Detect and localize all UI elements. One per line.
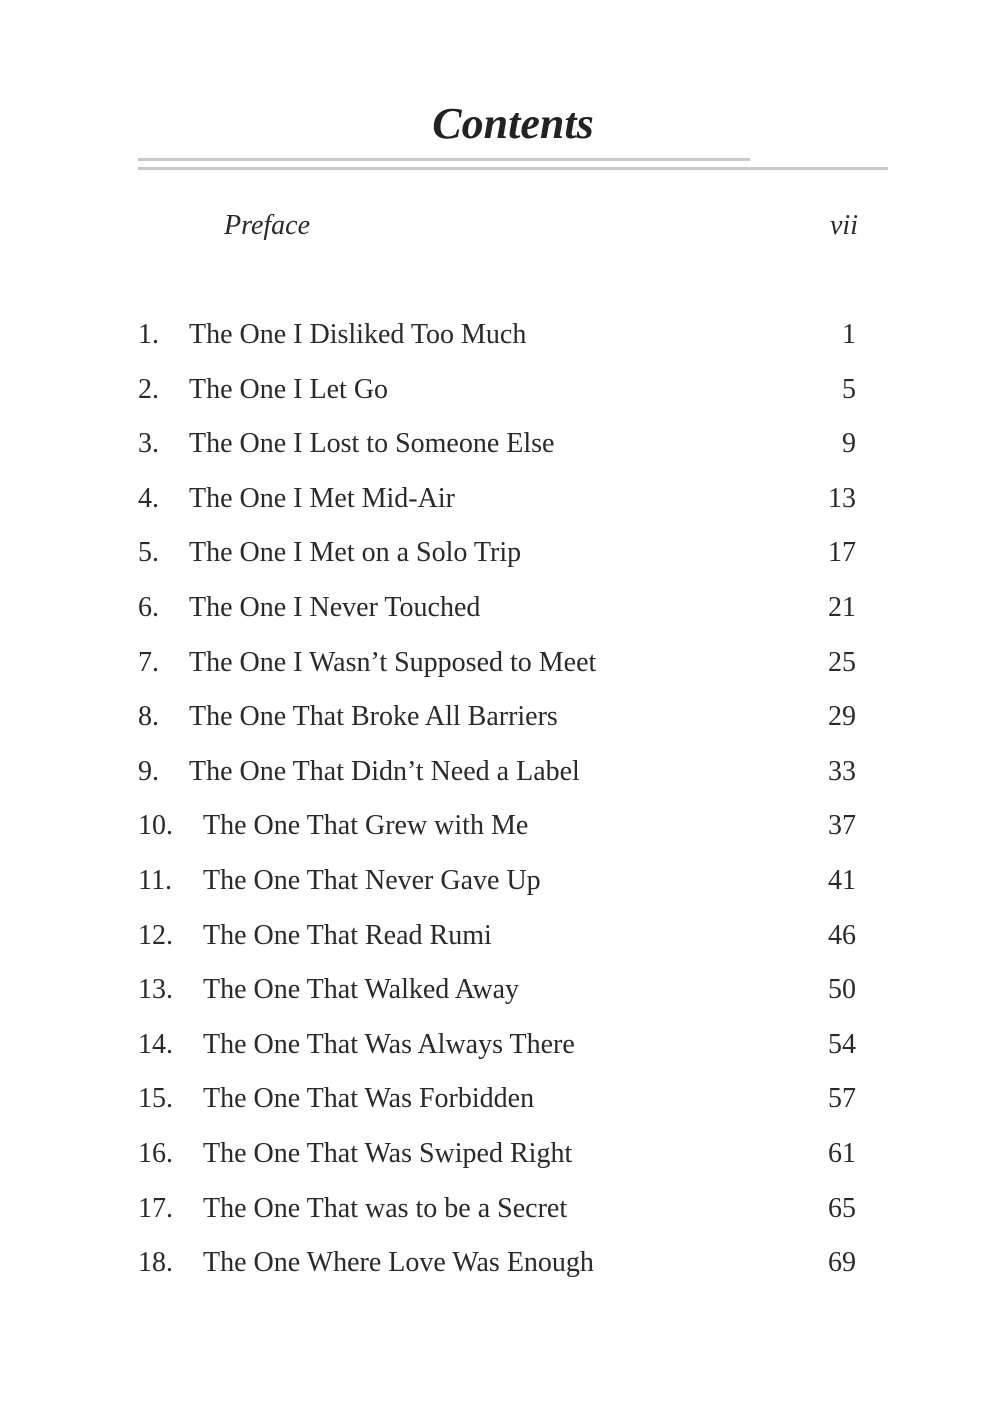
entry-page-number: 25 [828,646,856,678]
toc-entry[interactable] [0,477,994,532]
toc-entry[interactable] [0,586,994,641]
title-divider-upper [138,158,750,161]
entry-number: 16. [138,1137,173,1169]
entry-page-number: 33 [828,755,856,787]
toc-entry[interactable] [0,1023,994,1078]
entry-page-number: 13 [828,482,856,514]
preface-label: Preface [224,210,311,241]
entry-page-number: 69 [828,1247,856,1279]
toc-entry[interactable] [0,368,994,423]
entry-title: The One That Was Forbidden [203,1083,535,1115]
entry-page-number: 61 [828,1137,856,1169]
entry-title: The One That Was Swiped Right [203,1137,573,1169]
entry-title: The One I Disliked Too Much [189,319,527,350]
entry-title: The One That Didn’t Need a Label [189,755,580,787]
entry-title: The One I Met on a Solo Trip [189,537,522,569]
table-of-contents [0,313,994,1296]
entry-number: 1. [138,319,159,350]
toc-entry[interactable] [0,313,994,368]
toc-entry[interactable] [0,1187,994,1242]
entry-page-number: 41 [828,864,856,896]
toc-entry[interactable] [0,968,994,1023]
toc-entry[interactable] [0,750,994,805]
entry-page-number: 29 [828,701,856,733]
toc-entry[interactable] [0,1241,994,1296]
toc-entry[interactable] [0,914,994,969]
entry-title: The One That Never Gave Up [203,864,541,896]
entry-page-number: 50 [828,974,856,1006]
entry-page-number: 5 [842,373,856,405]
entry-page-number: 1 [842,319,856,350]
entry-page-number: 21 [828,591,856,623]
toc-entry[interactable] [0,422,994,477]
entry-title: The One I Met Mid-Air [189,482,455,514]
entry-page-number: 65 [828,1192,856,1224]
entry-number: 17. [138,1192,173,1224]
entry-page-number: 57 [828,1083,856,1115]
entry-number: 7. [138,646,159,678]
entry-page-number: 9 [842,428,856,460]
toc-entry[interactable] [0,695,994,750]
entry-title: The One I Never Touched [189,591,481,623]
toc-entry[interactable] [0,804,994,859]
entry-number: 15. [138,1083,173,1115]
entry-title: The One Where Love Was Enough [203,1247,594,1279]
entry-number: 14. [138,1028,173,1060]
entry-number: 9. [138,755,159,787]
entry-number: 12. [138,919,173,951]
entry-page-number: 46 [828,919,856,951]
preface-entry[interactable] [0,206,994,246]
entry-page-number: 17 [828,537,856,569]
entry-number: 18. [138,1247,173,1279]
toc-entry[interactable] [0,531,994,586]
toc-entry[interactable] [0,1077,994,1132]
title-divider-lower [138,167,888,170]
entry-title: The One That Read Rumi [203,919,492,951]
entry-title: The One That Broke All Barriers [189,701,558,733]
entry-title: The One I Wasn’t Supposed to Meet [189,646,597,678]
entry-number: 13. [138,974,173,1006]
entry-number: 8. [138,701,159,733]
entry-page-number: 54 [828,1028,856,1060]
entry-title: The One That was to be a Secret [203,1192,568,1224]
entry-title: The One I Let Go [189,373,389,405]
entry-title: The One I Lost to Someone Else [189,428,555,460]
entry-title: The One That Walked Away [203,974,520,1006]
toc-entry[interactable] [0,859,994,914]
entry-number: 4. [138,482,159,514]
toc-entry[interactable] [0,1132,994,1187]
page-title: Contents [432,99,594,148]
entry-number: 2. [138,373,159,405]
entry-number: 11. [138,864,172,896]
preface-page-number: vii [830,210,858,241]
toc-entry[interactable] [0,641,994,696]
entry-number: 5. [138,537,159,569]
entry-title: The One That Grew with Me [203,810,529,842]
entry-title: The One That Was Always There [203,1028,575,1060]
entry-number: 6. [138,591,159,623]
entry-number: 10. [138,810,173,842]
entry-number: 3. [138,428,159,460]
entry-page-number: 37 [828,810,856,842]
